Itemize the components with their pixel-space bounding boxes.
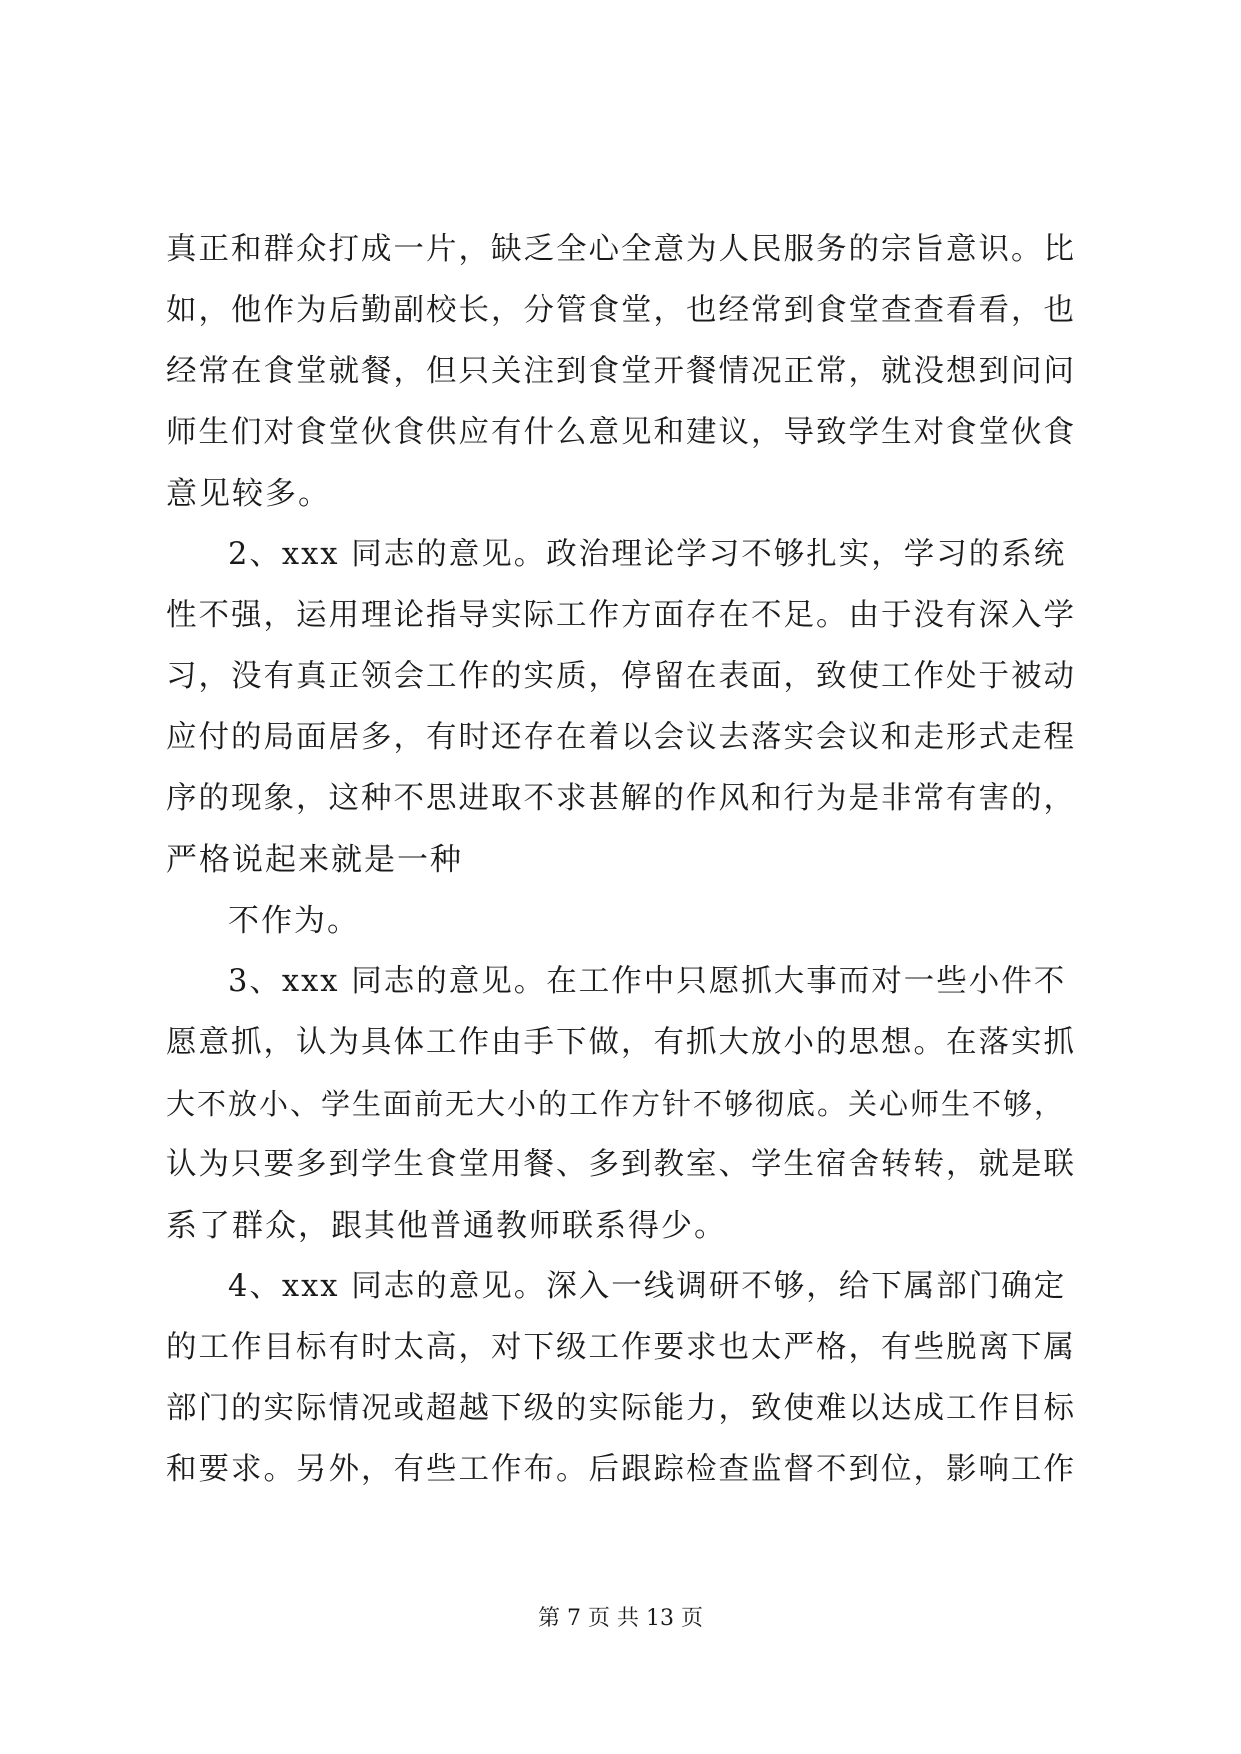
paragraph-start-line: 4、xxx 同志的意见。深入一线调研不够，给下属部门确定 xyxy=(228,1269,1067,1304)
text-line: 如，他作为后勤副校长，分管食堂，也经常到食堂查查看看，也 xyxy=(166,293,1076,328)
text-line: 严格说起来就是一种 xyxy=(166,842,463,878)
paragraph-start-line: 2、xxx 同志的意见。政治理论学习不够扎实，学习的系统 xyxy=(228,537,1067,572)
text-line: 经常在食堂就餐，但只关注到食堂开餐情况正常，就没想到问问 xyxy=(166,354,1076,389)
paragraph-start-line: 3、xxx 同志的意见。在工作中只愿抓大事而对一些小件不 xyxy=(228,964,1067,999)
text-line: 习，没有真正领会工作的实质，停留在表面，致使工作处于被动 xyxy=(166,659,1076,694)
text-line: 性不强，运用理论指导实际工作方面存在不足。由于没有深入学 xyxy=(166,598,1076,633)
text-line: 和要求。另外，有些工作布。后跟踪检查监督不到位，影响工作 xyxy=(166,1452,1076,1487)
text-line: 部门的实际情况或超越下级的实际能力，致使难以达成工作目标 xyxy=(166,1391,1076,1426)
paragraph-start-line: 不作为。 xyxy=(228,903,360,939)
text-line: 意见较多。 xyxy=(166,476,331,512)
text-line: 应付的局面居多，有时还存在着以会议去落实会议和走形式走程 xyxy=(166,720,1076,755)
text-line: 真正和群众打成一片，缺乏全心全意为人民服务的宗旨意识。比 xyxy=(166,232,1076,267)
text-line: 序的现象，这种不思进取不求甚解的作风和行为是非常有害的， xyxy=(166,781,1076,816)
text-line: 系了群众，跟其他普通教师联系得少。 xyxy=(166,1208,727,1244)
text-line: 的工作目标有时太高，对下级工作要求也太严格，有些脱离下属 xyxy=(166,1330,1076,1365)
text-line: 愿意抓，认为具体工作由手下做，有抓大放小的思想。在落实抓 xyxy=(166,1025,1076,1060)
text-line: 大不放小、学生面前无大小的工作方针不够彻底。关心师生不够， xyxy=(166,1087,1066,1121)
page-number-footer: 第 7 页 共 13 页 xyxy=(538,1606,703,1631)
text-line: 认为只要多到学生食堂用餐、多到教室、学生宿舍转转，就是联 xyxy=(166,1147,1076,1182)
text-line: 师生们对食堂伙食供应有什么意见和建议，导致学生对食堂伙食 xyxy=(166,415,1076,450)
